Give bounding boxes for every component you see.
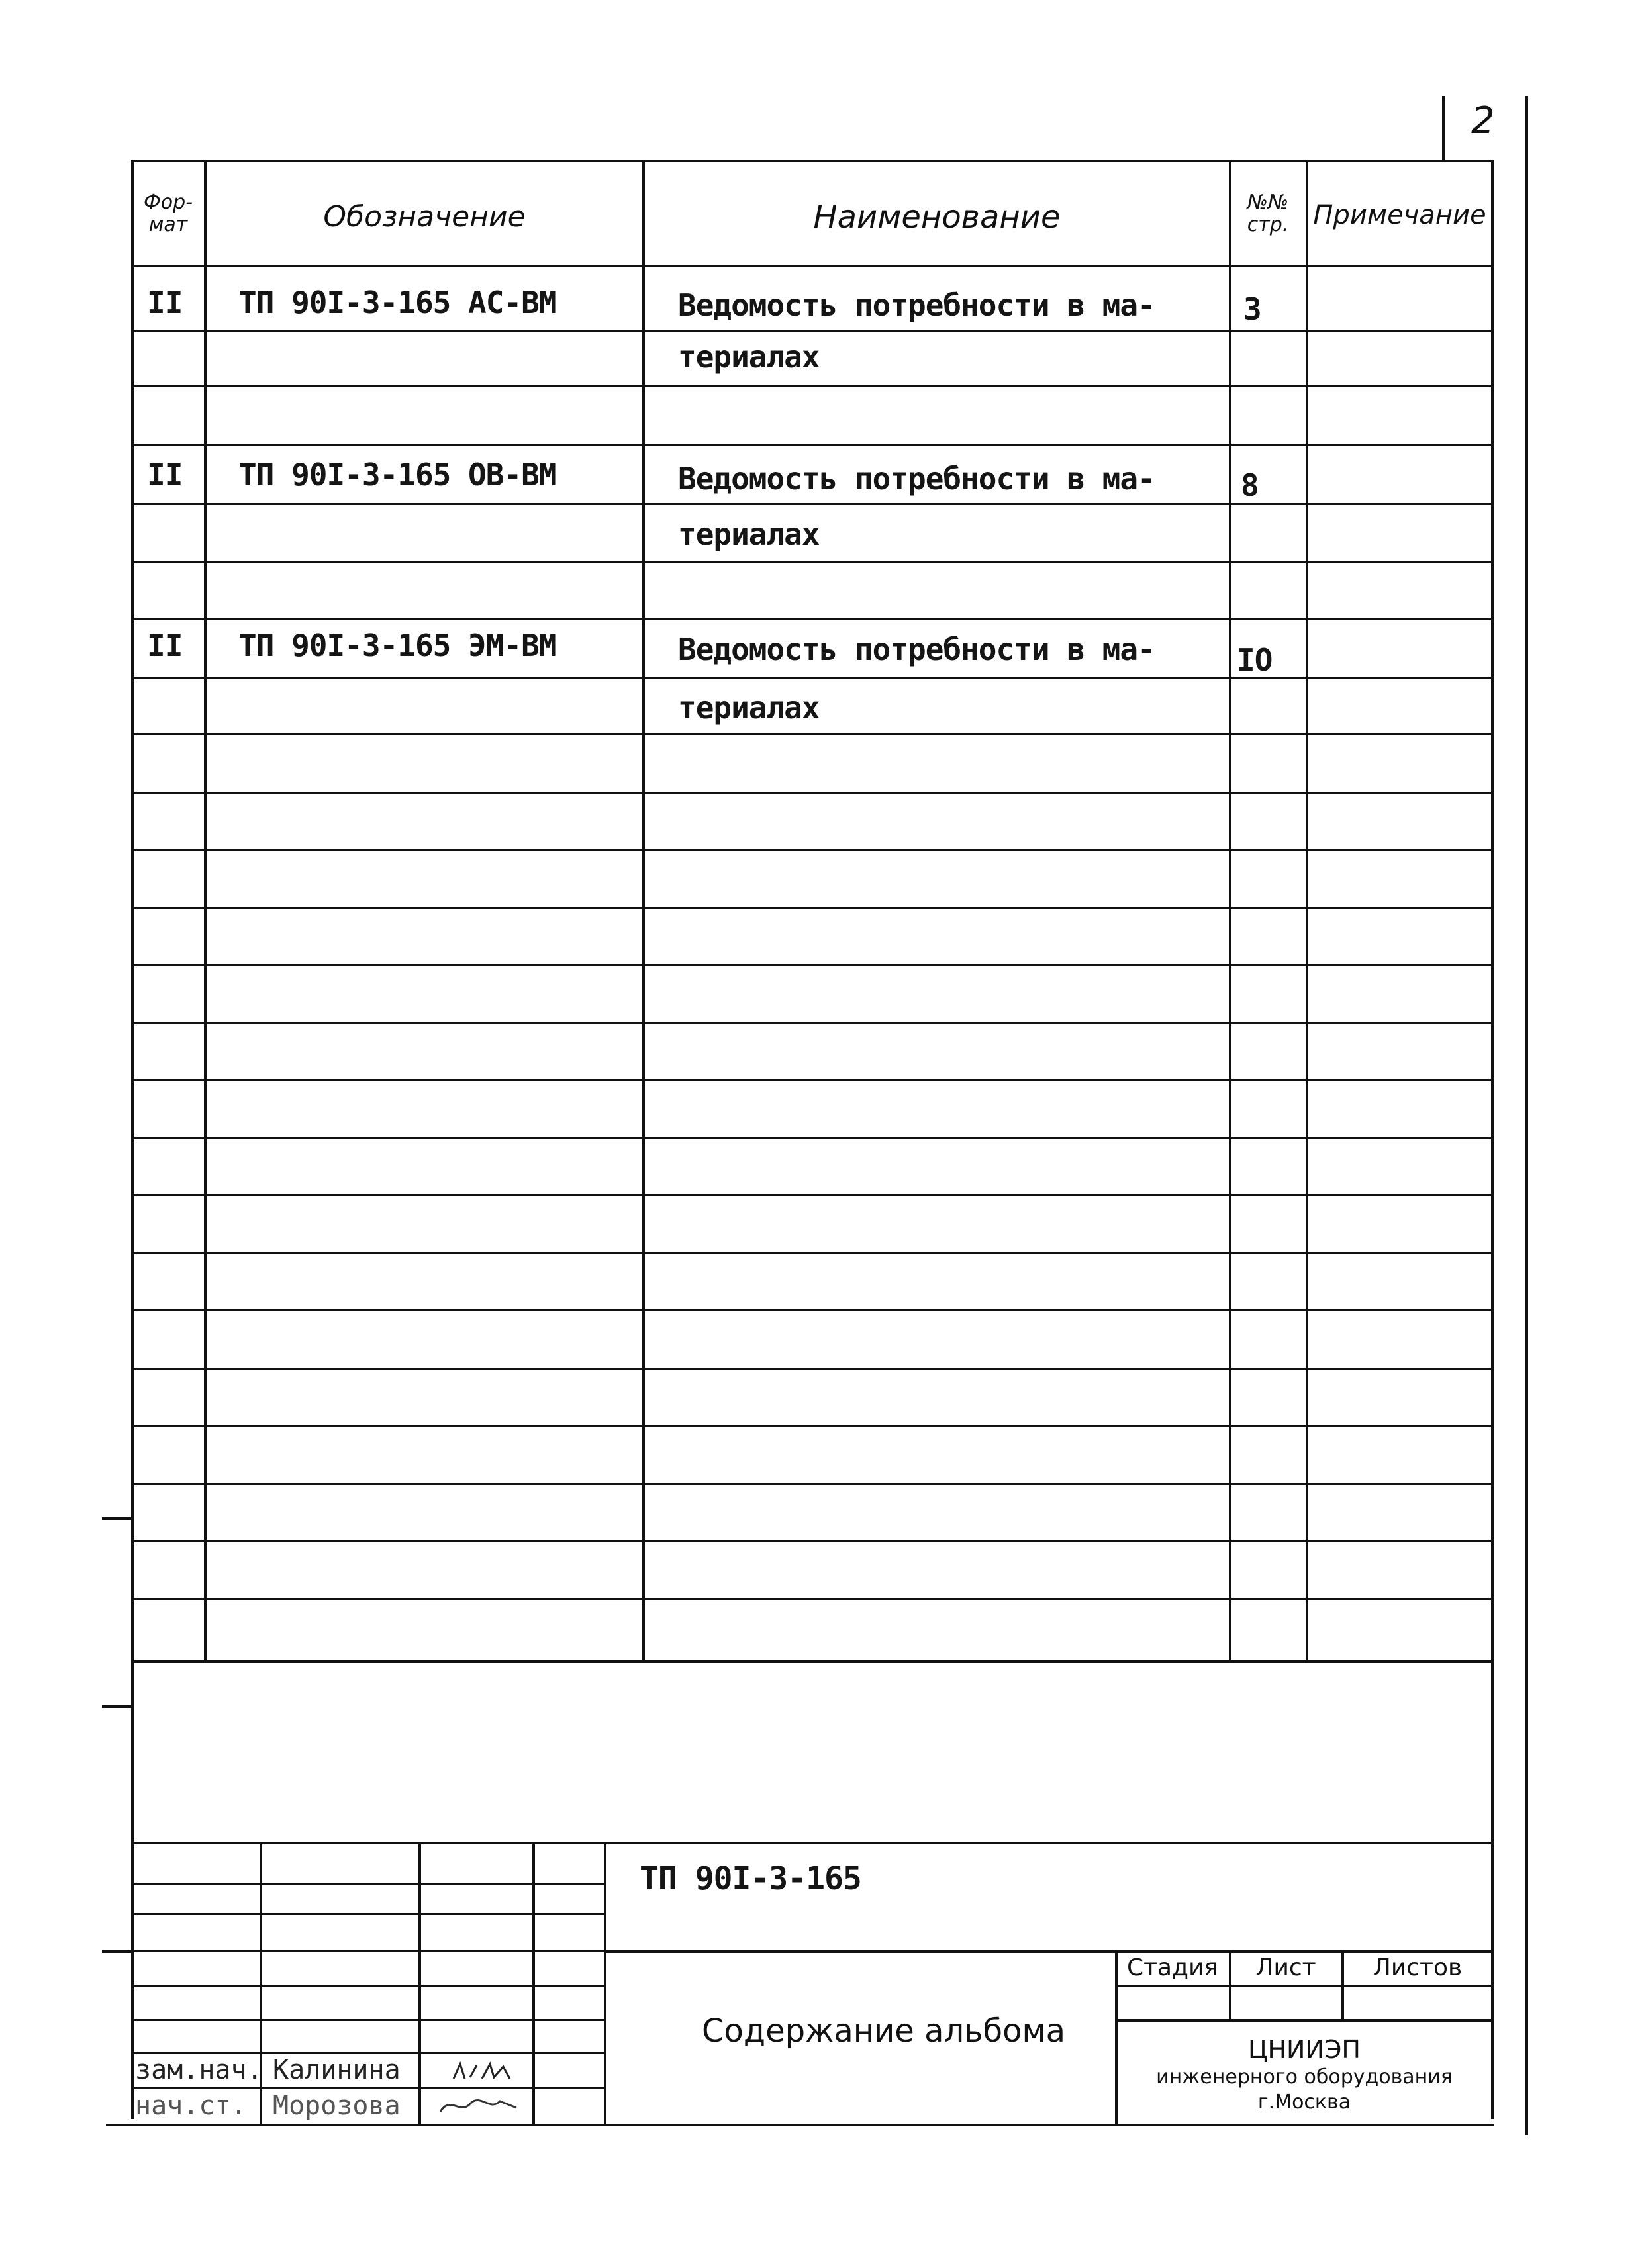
row1-page: 3: [1243, 291, 1261, 327]
title-block-divider: [604, 1950, 1492, 1953]
row-line: [131, 1309, 1492, 1311]
row-line: [131, 792, 1492, 794]
row2-page: 8: [1241, 467, 1259, 503]
row-line: [131, 849, 1492, 851]
sig-row: [131, 1985, 605, 1987]
row-line: [131, 444, 1492, 446]
row-line: [131, 385, 1492, 387]
sig-row: [131, 1913, 605, 1915]
margin-tick: [102, 1517, 132, 1520]
row3-name-line2: териалах: [678, 690, 820, 726]
label-stage: Стадия: [1126, 1954, 1219, 1981]
title-block-top: [131, 1842, 1492, 1844]
row2-format: II: [147, 457, 183, 493]
header-name: Наименование: [813, 199, 1061, 236]
stage-bottom: [1115, 2019, 1492, 2022]
page-number: 2: [1471, 99, 1495, 142]
row1-designation: ТП 90I-3-165 АС-ВМ: [238, 285, 557, 320]
header-format-line1: Фор-: [143, 191, 193, 214]
row-line: [131, 1598, 1492, 1600]
row-line: [131, 677, 1492, 679]
org-name: ЦНИИЭП: [1247, 2035, 1361, 2064]
row3-page: IO: [1237, 642, 1273, 678]
row2-name-line1: Ведомость потребности в ма-: [678, 461, 1155, 496]
signature-role-1: зам.нач.: [135, 2055, 263, 2085]
table-right-border: [1491, 160, 1494, 2119]
title-block-bottom: [106, 2124, 1494, 2126]
row-line: [131, 733, 1492, 735]
row3-designation: ТП 90I-3-165 ЭМ-ВМ: [238, 628, 557, 663]
row-line: [131, 1425, 1492, 1427]
page-number-divider: [1442, 96, 1445, 162]
header-format-line2: мат: [148, 213, 188, 236]
org-subtitle: инженерного оборудования: [1156, 2065, 1453, 2089]
header-page-line1: №№: [1247, 191, 1289, 214]
table-top-border: [131, 160, 1492, 162]
row-line: [131, 1368, 1492, 1370]
label-sheet: Лист: [1255, 1954, 1316, 1981]
row-line: [131, 1194, 1492, 1196]
sig-row: [131, 1950, 605, 1952]
row2-name-line2: териалах: [678, 516, 820, 552]
org-city: г.Москва: [1257, 2091, 1351, 2114]
row-line: [131, 1252, 1492, 1254]
row-line: [131, 1137, 1492, 1139]
row-line: [131, 330, 1492, 332]
header-designation: Обозначение: [323, 200, 526, 234]
row1-name-line1: Ведомость потребности в ма-: [678, 287, 1155, 323]
sig-row: [131, 2019, 605, 2021]
row-line: [131, 1022, 1492, 1024]
row-line: [131, 503, 1492, 505]
label-sheets: Листов: [1373, 1954, 1463, 1981]
sig-row: [131, 1883, 605, 1885]
handwritten-signature-2: [437, 2092, 523, 2118]
table-left-border: [131, 160, 134, 2119]
row-line: [131, 1540, 1492, 1542]
row1-name-line2: териалах: [678, 339, 820, 375]
signature-name-2: Морозова: [273, 2091, 401, 2121]
row3-name-line1: Ведомость потребности в ма-: [678, 632, 1155, 667]
title-project-code: ТП 90I-3-165: [640, 1860, 861, 1897]
sig-row: [131, 2087, 605, 2089]
row-line: [131, 1079, 1492, 1081]
signature-name-1: Калинина: [273, 2055, 401, 2085]
row2-designation: ТП 90I-3-165 ОВ-ВМ: [238, 457, 557, 493]
row1-format: II: [147, 285, 183, 320]
row-line: [131, 618, 1492, 620]
stage-row: [1115, 1985, 1492, 1987]
header-note: Примечание: [1313, 200, 1486, 230]
row3-format: II: [147, 628, 183, 663]
margin-tick: [102, 1705, 132, 1708]
row-line: [131, 561, 1492, 563]
handwritten-signature-1: [450, 2059, 523, 2085]
table-body-bottom: [131, 1660, 1492, 1663]
margin-tick: [102, 1950, 132, 1953]
title-document-title: Содержание альбома: [702, 2012, 1066, 2050]
outer-right-border: [1525, 96, 1528, 2135]
header-page-line2: стр.: [1247, 213, 1289, 236]
header-bottom-border: [131, 265, 1492, 267]
signature-role-2: нач.ст.: [135, 2091, 247, 2121]
row-line: [131, 1483, 1492, 1485]
row-line: [131, 964, 1492, 966]
sig-row: [131, 2052, 605, 2054]
row-line: [131, 907, 1492, 909]
